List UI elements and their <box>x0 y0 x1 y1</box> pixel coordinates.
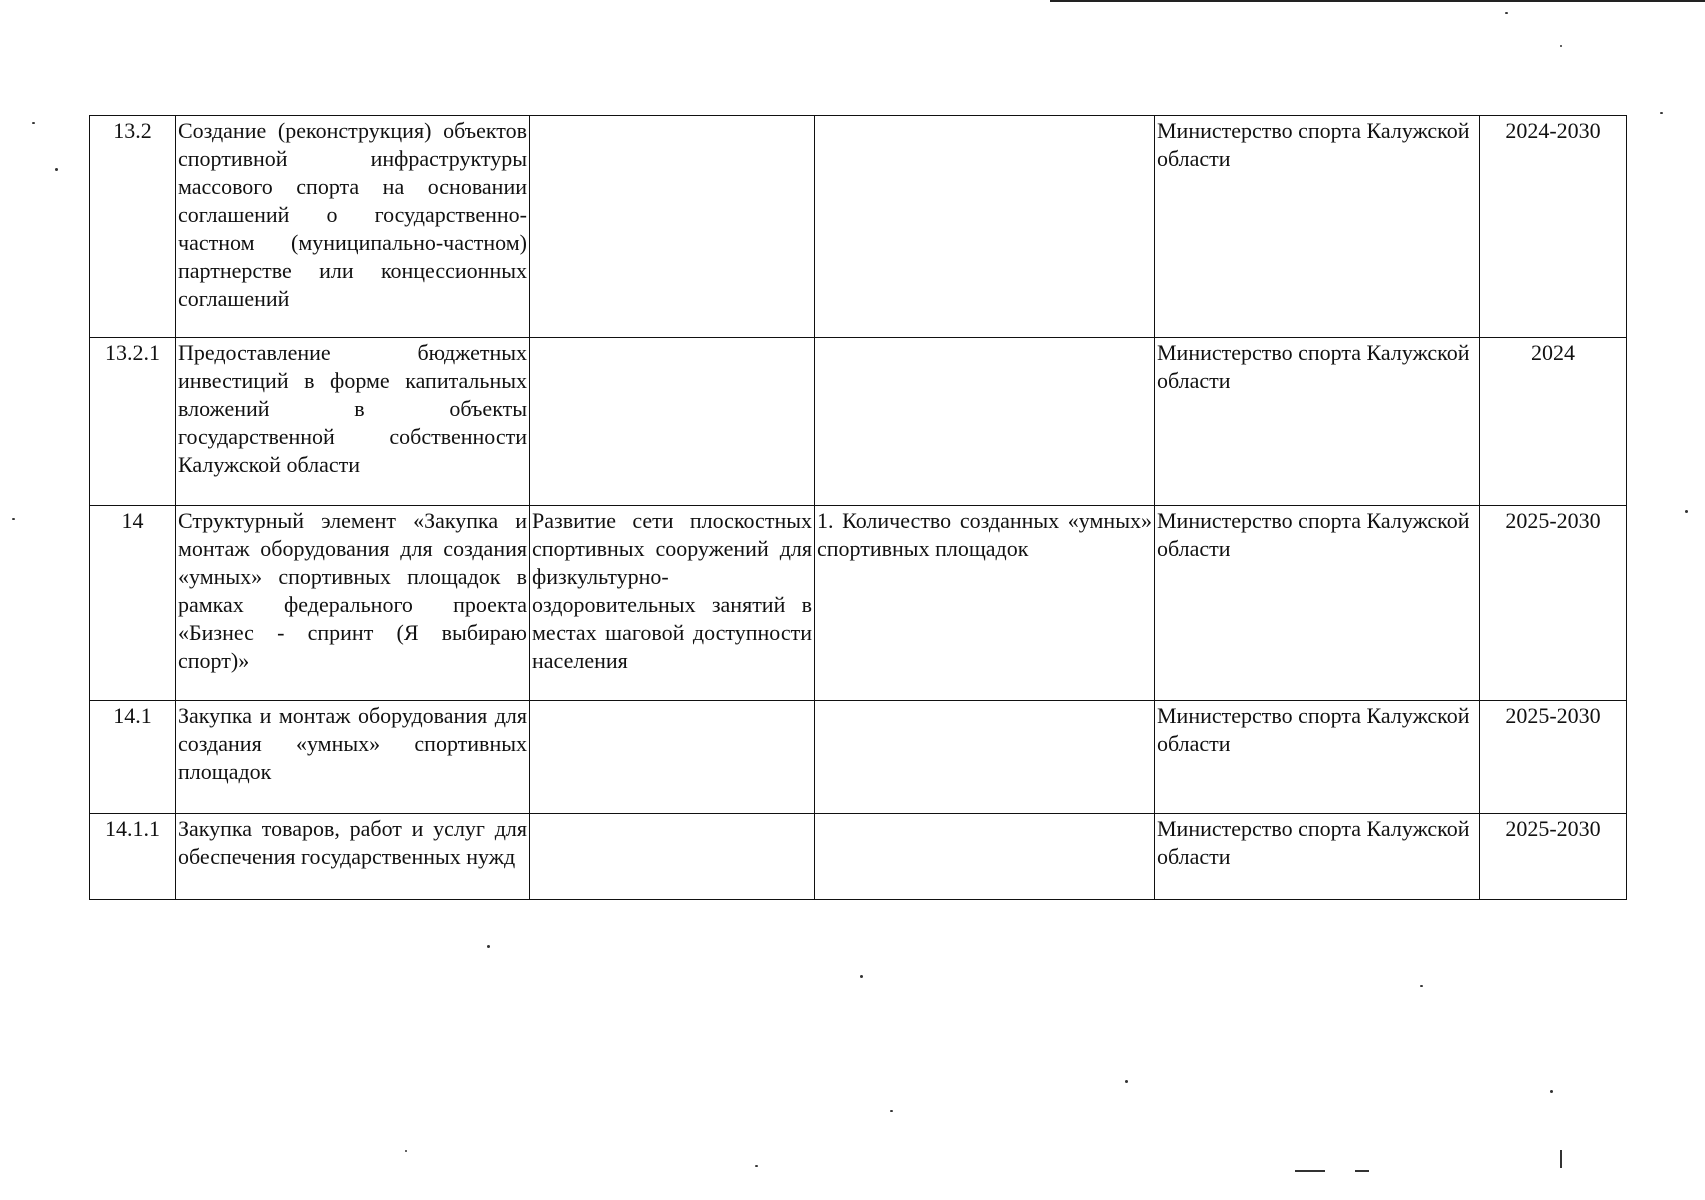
item-name: Создание (реконструкция) объектов спортивной инфраструктуры массового спорта на основании соглашений о государственно-частном (муниципально-частном) партнерстве или концессионных соглашений <box>176 116 530 338</box>
item-task <box>530 701 815 814</box>
scan-speck <box>1420 985 1423 987</box>
item-number: 14.1 <box>90 701 176 814</box>
item-number: 14 <box>90 506 176 701</box>
item-term: 2025-2030 <box>1480 701 1627 814</box>
item-indicator <box>815 116 1155 338</box>
item-indicator: 1. Количество созданных «умных» спортивных площадок <box>815 506 1155 701</box>
item-term: 2025-2030 <box>1480 506 1627 701</box>
item-task: Развитие сети плоскостных спортивных сооружений для физкультурно-оздоровительных занятий в местах шаговой доступности населения <box>530 506 815 701</box>
scan-speck <box>405 1150 407 1152</box>
scan-speck <box>1550 1090 1553 1093</box>
item-term: 2025-2030 <box>1480 814 1627 900</box>
item-indicator <box>815 701 1155 814</box>
activities-table <box>89 115 1627 900</box>
item-number: 13.2 <box>90 116 176 338</box>
item-responsible: Министерство спорта Калужской области <box>1155 116 1480 338</box>
item-number: 14.1.1 <box>90 814 176 900</box>
top-edge-line <box>1050 0 1705 2</box>
item-indicator <box>815 814 1155 900</box>
scan-speck <box>1560 1150 1562 1168</box>
item-responsible: Министерство спорта Калужской области <box>1155 701 1480 814</box>
table-row <box>90 506 1627 701</box>
item-name: Предоставление бюджетных инвестиций в форме капитальных вложений в объекты государственной собственности Калужской области <box>176 338 530 506</box>
item-term: 2024 <box>1480 338 1627 506</box>
scan-speck <box>487 945 490 948</box>
scan-speck <box>1560 45 1562 47</box>
scan-speck <box>55 168 58 171</box>
scan-speck <box>1125 1080 1128 1083</box>
scan-speck <box>1355 1170 1369 1172</box>
item-number: 13.2.1 <box>90 338 176 506</box>
scan-speck <box>1685 510 1688 513</box>
item-responsible: Министерство спорта Калужской области <box>1155 814 1480 900</box>
scan-speck <box>755 1165 758 1167</box>
item-task <box>530 814 815 900</box>
scan-speck <box>890 1110 893 1112</box>
item-name: Структурный элемент «Закупка и монтаж оборудования для создания «умных» спортивных площадок в рамках федерального проекта «Бизнес - спринт (Я выбираю спорт)» <box>176 506 530 701</box>
scan-speck <box>32 122 35 124</box>
item-responsible: Министерство спорта Калужской области <box>1155 506 1480 701</box>
table-row <box>90 701 1627 814</box>
scan-speck <box>1295 1170 1325 1172</box>
item-task <box>530 116 815 338</box>
item-task <box>530 338 815 506</box>
table-row <box>90 814 1627 900</box>
table-row <box>90 116 1627 338</box>
scan-speck <box>1505 12 1508 14</box>
item-term: 2024-2030 <box>1480 116 1627 338</box>
item-responsible: Министерство спорта Калужской области <box>1155 338 1480 506</box>
scan-speck <box>12 518 15 520</box>
item-name: Закупка и монтаж оборудования для создания «умных» спортивных площадок <box>176 701 530 814</box>
item-indicator <box>815 338 1155 506</box>
item-name: Закупка товаров, работ и услуг для обеспечения государственных нужд <box>176 814 530 900</box>
scan-speck <box>860 975 863 978</box>
scan-speck <box>1660 112 1663 114</box>
table-row <box>90 338 1627 506</box>
